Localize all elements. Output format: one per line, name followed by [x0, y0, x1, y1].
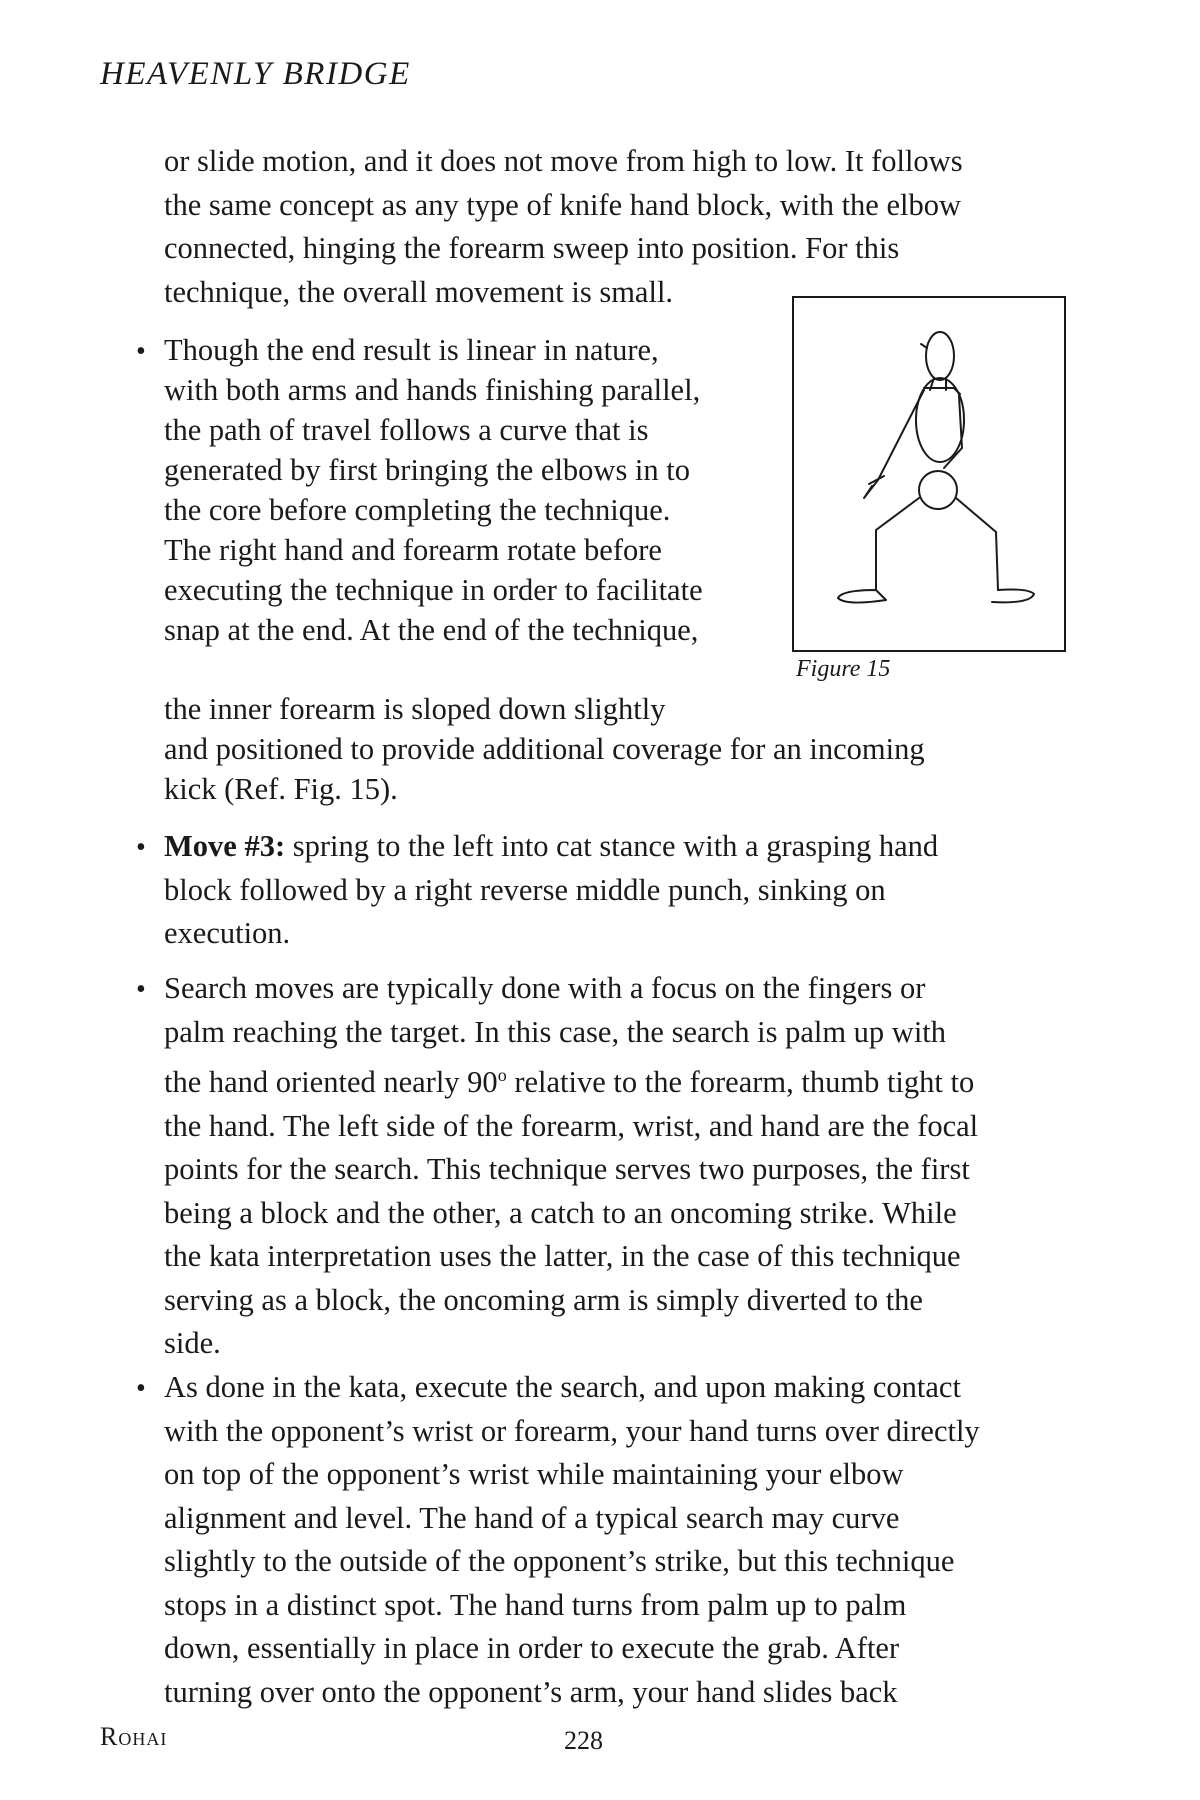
- bullet-marker: •: [136, 1373, 146, 1404]
- text-line: executing the technique in order to facilitate: [164, 573, 703, 607]
- text-line: the core before completing the technique.: [164, 493, 671, 527]
- text-line: palm reaching the target. In this case, the search is palm up with: [164, 1014, 947, 1049]
- figure-right-foot: [992, 590, 1034, 603]
- bullet-paragraph-curve-path: [164, 330, 703, 650]
- text-line: technique, the overall movement is small.: [164, 274, 674, 309]
- text-line: on top of the opponent’s wrist while maintaining your elbow: [164, 1457, 904, 1491]
- text-line: [164, 825, 938, 869]
- text-line: [164, 1054, 978, 1105]
- text-segment: the hand oriented nearly 90: [164, 1065, 498, 1099]
- text-line: block followed by a right reverse middle punch, sinking on: [164, 872, 886, 907]
- figure-caption: Figure 15: [796, 656, 891, 682]
- text-line: the path of travel follows a curve that is: [164, 413, 649, 447]
- figure-right-leg: [956, 498, 998, 590]
- text-line: kick (Ref. Fig. 15).: [164, 772, 398, 806]
- figure-15-illustration: [792, 296, 1066, 652]
- text-line: connected, hinging the forearm sweep into position. For this: [164, 231, 900, 265]
- text-line: and positioned to provide additional coverage for an incoming: [164, 732, 925, 766]
- text-line: execution.: [164, 916, 291, 950]
- figure-face-mark: [921, 344, 927, 348]
- text-line: the inner forearm is sloped down slightly: [164, 692, 666, 726]
- text-line: side.: [164, 1326, 221, 1360]
- text-line: turning over onto the opponent’s arm, your hand slides back: [164, 1674, 898, 1709]
- text-line: As done in the kata, execute the search, and upon making contact: [164, 1370, 961, 1404]
- figure-right-arm: [944, 396, 962, 468]
- figure-left-foot: [838, 590, 886, 603]
- text-line: being a block and the other, a catch to an oncoming strike. While: [164, 1195, 957, 1230]
- text-segment: relative to the forearm, thumb tight to: [506, 1065, 975, 1099]
- bullet-paragraph-move-3: [164, 825, 938, 956]
- text-line: generated by first bringing the elbows in to: [164, 453, 691, 487]
- text-line: the kata interpretation uses the latter, in the case of this technique: [164, 1239, 961, 1273]
- text-line: with the opponent’s wrist or forearm, your hand turns over directly: [164, 1413, 980, 1448]
- figure-hips: [919, 471, 957, 509]
- text-line: snap at the end. At the end of the technique,: [164, 613, 699, 647]
- text-line: points for the search. This technique serves two purposes, the first: [164, 1152, 970, 1186]
- bullet-paragraph-continuation: [164, 689, 925, 809]
- footer-book-title: Rohai: [100, 1722, 168, 1751]
- bullet-marker: •: [136, 974, 146, 1005]
- text-line: Though the end result is linear in nature,: [164, 333, 659, 367]
- text-line: alignment and level. The hand of a typical search may curve: [164, 1500, 900, 1535]
- bullet-paragraph-search: [164, 967, 978, 1366]
- text-line: Search moves are typically done with a focus on the fingers or: [164, 971, 926, 1005]
- running-head: HEAVENLY BRIDGE: [100, 56, 411, 92]
- text-line: or slide motion, and it does not move from high to low. It follows: [164, 144, 963, 178]
- text-line: the hand. The left side of the forearm, wrist, and hand are the focal: [164, 1108, 979, 1143]
- stick-figure-drawing: [794, 298, 1064, 650]
- figure-shoulders: [924, 388, 960, 394]
- text-line: the same concept as any type of knife hand block, with the elbow: [164, 187, 961, 222]
- move-text: spring to the left into cat stance with a grasping hand: [285, 829, 939, 863]
- move-label: Move #3:: [164, 829, 286, 863]
- paragraph-continuation: [164, 140, 963, 314]
- bullet-marker: •: [136, 832, 146, 863]
- text-line: down, essentially in place in order to execute the grab. After: [164, 1631, 900, 1665]
- bullet-marker: •: [136, 336, 146, 367]
- figure-left-leg: [876, 498, 919, 590]
- text-line: slightly to the outside of the opponent’s strike, but this technique: [164, 1544, 955, 1578]
- page-number: 228: [564, 1726, 603, 1755]
- bullet-paragraph-kata: [164, 1366, 980, 1714]
- text-line: with both arms and hands finishing parallel,: [164, 373, 701, 407]
- text-line: The right hand and forearm rotate before: [164, 533, 662, 567]
- figure-head: [926, 332, 954, 380]
- text-line: serving as a block, the oncoming arm is simply diverted to the: [164, 1282, 923, 1317]
- text-line: stops in a distinct spot. The hand turns from palm up to palm: [164, 1587, 907, 1622]
- degree-superscript: o: [497, 1065, 507, 1085]
